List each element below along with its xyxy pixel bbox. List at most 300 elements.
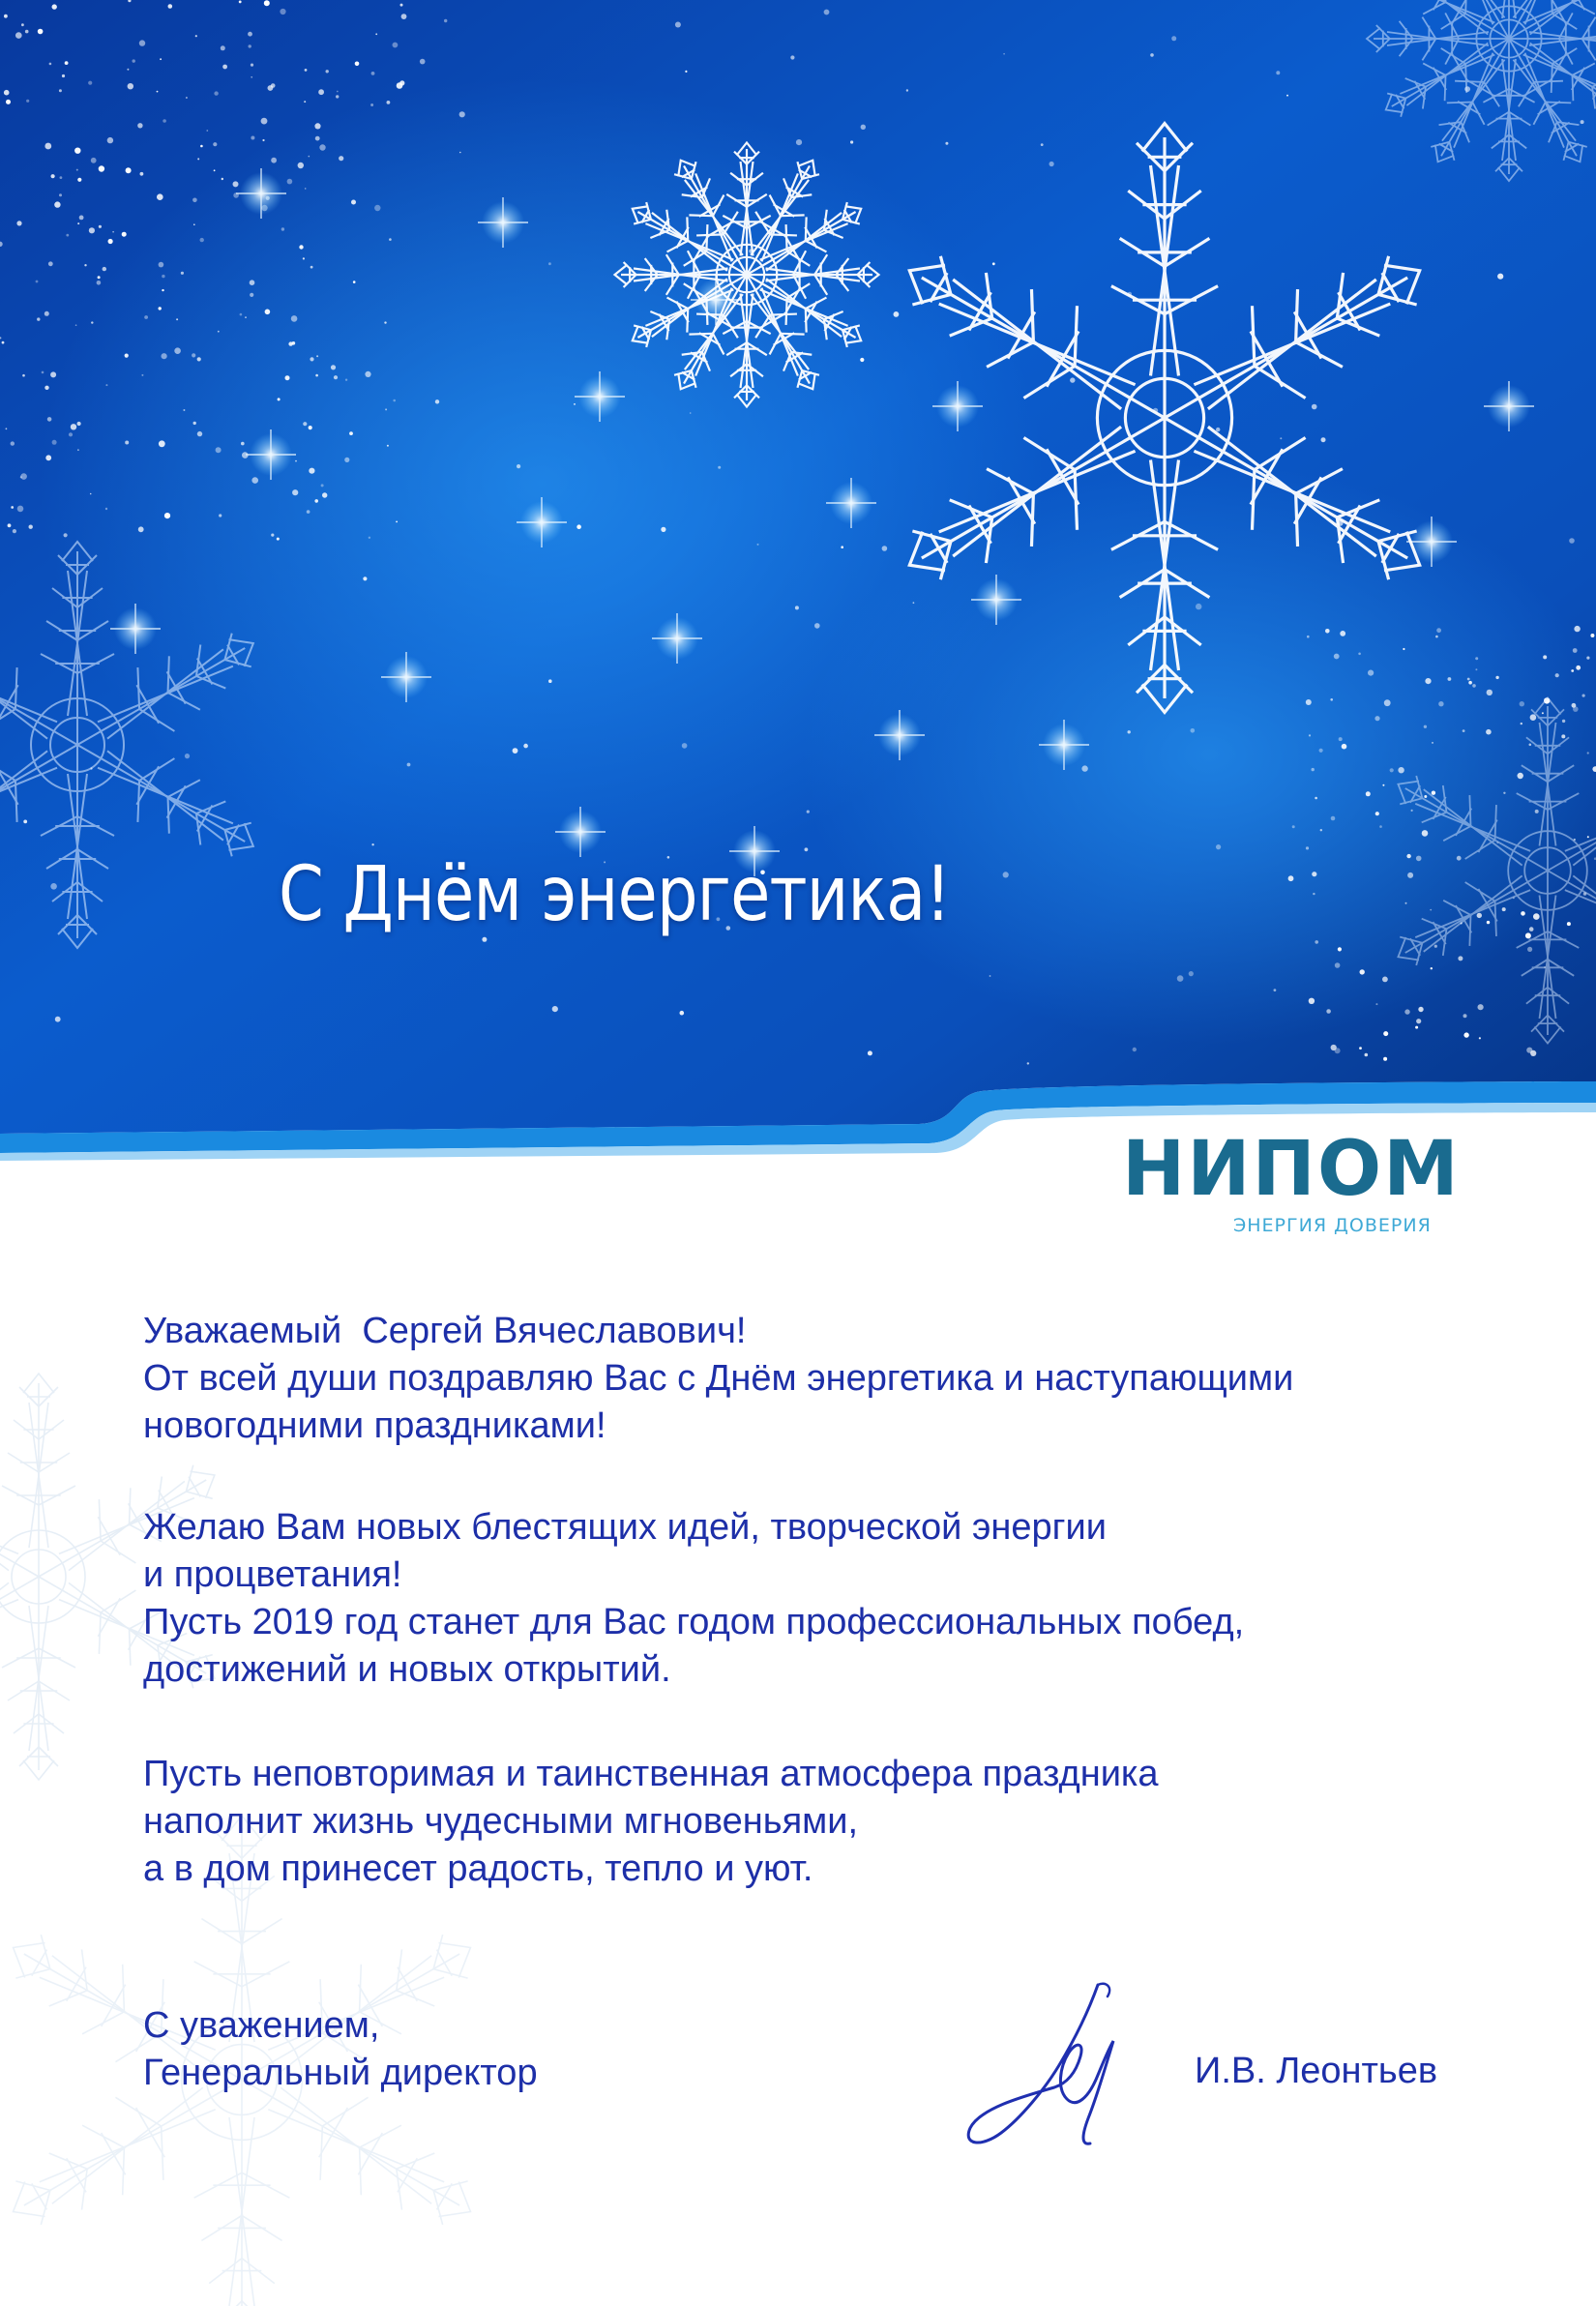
snow-dot [1406, 854, 1410, 858]
snow-dot [1133, 1048, 1137, 1051]
snow-dot [690, 412, 692, 414]
snow-dot [1315, 797, 1317, 800]
snow-dot [1425, 678, 1431, 684]
closing-line-1: С уважением, [143, 2005, 380, 2046]
snow-dot [122, 232, 127, 237]
snow-dot [251, 477, 258, 484]
snow-dot [1495, 676, 1498, 679]
snow-dot [126, 167, 132, 173]
snow-dot [1487, 690, 1493, 695]
letter-paragraph-3-line-2: наполнит жизнь чудесными мгновеньями, [143, 1801, 859, 1842]
snow-dot [112, 231, 114, 233]
snow-dot [89, 227, 95, 233]
snow-dot [389, 238, 392, 241]
snow-dot [336, 95, 339, 98]
snow-dot [1286, 95, 1288, 97]
snow-dot [1424, 725, 1427, 728]
snow-dot [1312, 872, 1316, 876]
snow-dot [1448, 677, 1452, 681]
snow-dot [66, 234, 69, 237]
snow-dot [1326, 1009, 1331, 1014]
snow-dot [1587, 836, 1589, 838]
letter-paragraph-2-line-1: Желаю Вам новых блестящих идей, творческой энергии [143, 1507, 1107, 1548]
snow-dot [164, 513, 170, 518]
snow-dot [1312, 404, 1317, 410]
snow-dot [75, 324, 77, 326]
snow-dot [1436, 628, 1441, 633]
snow-dot [1403, 648, 1404, 650]
snow-dot [1280, 437, 1282, 439]
snow-dot [861, 125, 866, 130]
snow-dot [1404, 1009, 1409, 1014]
snow-dot [251, 76, 252, 78]
snow-dot [1405, 902, 1407, 904]
snow-dot [1521, 723, 1522, 724]
snow-dot [1497, 274, 1503, 280]
snow-dot [1379, 825, 1382, 828]
snow-dot [4, 90, 10, 96]
snow-dot [400, 4, 403, 7]
snow-dot [105, 384, 107, 386]
snow-dot [1458, 956, 1463, 961]
snow-dot [65, 61, 69, 65]
handwritten-signature [953, 1973, 1166, 2157]
snow-dot [1196, 604, 1201, 609]
snow-dot [139, 40, 145, 45]
snow-dot [44, 311, 49, 316]
snow-dot [1529, 744, 1532, 747]
snow-dot [214, 169, 216, 171]
snow-dot [1475, 668, 1477, 670]
snow-dot [576, 524, 581, 529]
snow-dot [355, 62, 360, 67]
snow-dot [162, 353, 167, 359]
snow-dot [1319, 749, 1323, 753]
letter-paragraph-1-line-2: новогодними праздниками! [143, 1405, 606, 1446]
snow-dot [882, 546, 888, 551]
snow-dot [303, 257, 305, 259]
snow-dot [1431, 967, 1433, 969]
snow-dot [824, 10, 830, 15]
snow-dot [37, 317, 40, 320]
snow-dot [76, 169, 78, 171]
snow-dot [513, 748, 518, 754]
snow-dot [1527, 947, 1532, 952]
snow-dot [841, 546, 843, 548]
snow-dot [77, 422, 81, 426]
snow-dot [315, 374, 318, 377]
snow-dot [1468, 681, 1472, 685]
snow-dot [1438, 701, 1443, 706]
snow-dot [77, 222, 79, 224]
snow-dot [397, 82, 403, 89]
snow-dot [1521, 911, 1525, 916]
snow-dot [1359, 1047, 1362, 1050]
snow-dot [1070, 377, 1075, 382]
snow-dot [1003, 872, 1009, 877]
snow-dot [345, 379, 347, 381]
snow-dot [183, 409, 185, 411]
snow-dot [1342, 744, 1347, 750]
snow-dot [680, 1011, 685, 1016]
snow-dot [1382, 784, 1384, 786]
snow-dot [97, 281, 102, 285]
snow-dot [1049, 162, 1054, 166]
logo-wordmark: НИПОМ [1122, 1126, 1461, 1213]
snow-dot [2, 341, 5, 344]
snow-dot [1486, 729, 1492, 735]
snow-dot [295, 460, 297, 462]
snow-dot [159, 307, 162, 310]
snow-dot [59, 89, 62, 92]
snow-dot [262, 139, 264, 141]
snow-dot [1171, 36, 1176, 41]
snow-dot [310, 357, 313, 361]
snow-dot [1191, 728, 1196, 733]
snow-dot [1331, 1045, 1337, 1050]
snow-dot [334, 375, 338, 379]
snow-dot [385, 408, 387, 410]
snow-dot [13, 529, 16, 533]
snow-dot [1463, 729, 1465, 732]
letter-paragraph-2-line-4: достижений и новых открытий. [143, 1649, 671, 1690]
snow-dot [174, 347, 181, 354]
snow-dot [44, 143, 51, 150]
snow-dot [371, 72, 375, 75]
snow-dot [200, 238, 204, 242]
snow-dot [992, 262, 995, 265]
snow-dot [20, 473, 27, 480]
snow-dot [1306, 846, 1309, 849]
snow-dot [1407, 872, 1413, 878]
snow-dot [407, 763, 411, 767]
snow-dot [21, 23, 24, 26]
snow-dot [326, 70, 329, 73]
snow-dot [288, 341, 292, 345]
snow-dot [1574, 626, 1580, 632]
snow-dot [222, 65, 227, 70]
snow-dot [1573, 648, 1578, 653]
snow-dot [1463, 1014, 1467, 1018]
snow-dot [26, 100, 29, 103]
snow-dot [1390, 768, 1394, 772]
snow-dot [387, 445, 389, 447]
snow-dot [162, 289, 163, 291]
snow-dot [47, 417, 52, 422]
snow-dot [239, 1, 242, 4]
snow-dot [157, 91, 159, 93]
snow-dot [459, 152, 461, 154]
snow-dot [314, 499, 318, 503]
snow-dot [48, 261, 53, 266]
snow-dot [23, 820, 27, 824]
snow-dot [661, 527, 665, 532]
letter-paragraph-3-line-1: Пусть неповторимая и таинственная атмосфера праздника [143, 1754, 1159, 1794]
snow-dot [1383, 1031, 1388, 1036]
snow-dot [98, 276, 101, 279]
snow-dot [868, 1050, 872, 1055]
snow-dot [1572, 703, 1577, 708]
snow-dot [17, 506, 24, 513]
snow-dot [1463, 1032, 1468, 1037]
snow-dot [1177, 975, 1184, 982]
snow-dot [62, 74, 65, 77]
snow-dot [351, 200, 356, 205]
snow-dot [69, 432, 73, 436]
snow-dot [193, 223, 195, 225]
snow-dot [195, 35, 197, 37]
snow-dot [1307, 636, 1310, 638]
snow-dot [1479, 1037, 1481, 1039]
snow-dot [1309, 998, 1315, 1004]
snow-dot [1365, 1053, 1369, 1057]
snow-dot [60, 176, 63, 179]
snow-dot [77, 178, 81, 182]
snow-dot [299, 245, 303, 249]
snow-dot [160, 58, 162, 60]
snow-dot [718, 466, 721, 469]
snow-dot [1150, 53, 1154, 57]
snow-dot [285, 375, 290, 380]
snow-dot [1520, 701, 1524, 706]
snow-dot [1189, 971, 1194, 976]
snow-dot [1472, 684, 1476, 688]
snow-dot [186, 97, 188, 99]
snow-dot [8, 523, 12, 527]
snow-dot [906, 89, 908, 91]
snow-dot [1435, 636, 1438, 638]
snow-dot [396, 521, 398, 523]
logo-tagline: ЭНЕРГИЯ ДОВЕРИЯ [1233, 1215, 1432, 1236]
snow-dot [213, 142, 217, 146]
snow-dot [185, 754, 190, 758]
snow-dot [685, 71, 687, 73]
snow-dot [1081, 765, 1087, 771]
snow-dot [271, 158, 277, 163]
snow-dot [523, 744, 528, 749]
signature-flourish [1098, 1984, 1109, 1996]
snow-dot [1543, 655, 1547, 659]
snow-dot [1382, 977, 1388, 983]
snow-dot [64, 533, 68, 537]
snow-dot [316, 355, 318, 357]
snow-dot [795, 606, 799, 609]
snow-dot [1330, 698, 1333, 701]
signatory-name: И.В. Леонтьев [1195, 2051, 1438, 2091]
snow-dot [108, 239, 113, 244]
snow-dot [163, 119, 166, 123]
snow-dot [51, 174, 55, 178]
snow-dot [79, 216, 84, 221]
snow-dot [91, 321, 93, 323]
snow-dot [675, 22, 681, 28]
snow-dot [36, 281, 39, 283]
snow-dot [1003, 53, 1005, 55]
snow-dot [370, 103, 373, 106]
snow-dot [757, 544, 759, 546]
snow-dot [268, 85, 274, 91]
snow-dot [309, 156, 310, 158]
snow-dot [1503, 792, 1505, 794]
snow-dot [363, 576, 367, 580]
snow-dot [181, 272, 184, 275]
snow-dot [790, 55, 794, 59]
snow-dot [314, 123, 320, 129]
snow-dot [1586, 657, 1589, 660]
snow-dot [1288, 875, 1294, 881]
snow-dot [219, 514, 222, 517]
banner-title: С Днём энергетика! [279, 851, 951, 938]
snow-dot [548, 262, 551, 265]
snow-dot [22, 374, 25, 377]
snow-dot [1027, 1062, 1029, 1064]
snow-dot [310, 266, 313, 269]
snow-dot [45, 455, 51, 460]
snow-dot [339, 156, 343, 161]
snow-dot [353, 281, 356, 283]
snow-dot [420, 59, 426, 65]
letter-paragraph-1-line-1: От всей души поздравляю Вас с Днём энергетика и наступающими [143, 1358, 1294, 1399]
snow-dot [264, 0, 270, 6]
snow-dot [1432, 791, 1435, 795]
snow-dot [281, 227, 284, 230]
snow-dot [42, 371, 44, 374]
snow-dot [107, 137, 113, 143]
snow-dot [1216, 844, 1221, 849]
snow-dot [1292, 825, 1295, 828]
snow-dot [240, 313, 243, 316]
snow-dot [349, 431, 353, 435]
snow-dot [251, 136, 254, 140]
snow-dot [52, 4, 57, 9]
snow-dot [913, 602, 915, 604]
snow-dot [218, 331, 220, 333]
snow-dot [6, 100, 11, 104]
snow-dot [15, 32, 22, 39]
snow-dot [168, 4, 173, 9]
snow-dot [322, 492, 327, 497]
snow-dot [1475, 657, 1478, 660]
snow-dot [387, 101, 391, 104]
snow-dot [261, 118, 268, 125]
snow-dot [1576, 665, 1581, 670]
snow-dot [140, 172, 144, 176]
snow-dot [1383, 1057, 1387, 1061]
snow-dot [44, 386, 48, 390]
snow-dot [157, 193, 163, 200]
snow-dot [250, 280, 255, 285]
snow-dot [1384, 699, 1391, 706]
snow-dot [369, 537, 370, 539]
snow-dot [1334, 654, 1340, 660]
snow-dot [91, 158, 97, 163]
snow-dot [384, 321, 386, 323]
snow-dot [1358, 653, 1361, 656]
snow-dot [860, 358, 864, 362]
letter-greeting: Уважаемый Сергей Вячеславович! [143, 1311, 747, 1351]
snow-dot [1581, 120, 1584, 124]
snow-dot [1276, 71, 1280, 74]
snow-dot [1457, 856, 1462, 861]
snow-dot [574, 403, 576, 405]
snow-dot [459, 111, 465, 117]
snow-dot [176, 318, 178, 320]
snow-dot [6, 428, 8, 429]
snow-dot [141, 374, 143, 376]
snow-dot [1312, 768, 1315, 771]
snow-dot [197, 431, 202, 436]
snow-dot [1418, 1007, 1423, 1012]
letter-paragraph-3-line-3: а в дом принесет радость, тепло и уют. [143, 1848, 813, 1889]
snow-dot [303, 422, 307, 426]
snow-dot [1432, 742, 1433, 744]
snow-dot [1587, 752, 1589, 754]
snow-dot [1041, 143, 1044, 146]
snow-dot [548, 679, 552, 683]
snow-dot [90, 493, 92, 495]
snow-dot [137, 123, 142, 128]
snow-dot [77, 449, 79, 451]
snow-dot [393, 399, 396, 402]
snow-dot [1128, 730, 1131, 733]
snow-dot [1335, 962, 1341, 968]
snow-dot [1374, 716, 1379, 721]
letter-paragraph-2-line-3: Пусть 2019 год станет для Вас годом профессиональных побед, [143, 1602, 1245, 1642]
snow-dot [1582, 695, 1585, 697]
snow-dot [50, 371, 56, 377]
snow-dot [1542, 712, 1544, 714]
snow-dot [138, 526, 144, 532]
snow-dot [193, 422, 196, 425]
snow-dot [159, 440, 165, 447]
snow-dot [197, 158, 199, 160]
snow-dot [894, 311, 900, 317]
sky-glow-right [803, 464, 1596, 1045]
snow-dot [1477, 913, 1482, 918]
snow-dot [251, 64, 253, 67]
snow-dot [245, 316, 247, 318]
snow-dot [337, 91, 339, 93]
snow-dot [318, 89, 324, 95]
snow-dot [807, 811, 810, 813]
snow-dot [133, 59, 135, 62]
snow-dot [1478, 1004, 1484, 1010]
snow-dot [4, 15, 8, 18]
snow-dot [50, 883, 57, 890]
snow-dot [1535, 810, 1539, 813]
snow-dot [192, 353, 195, 357]
snow-dot [84, 264, 86, 266]
snow-dot [682, 743, 688, 749]
snow-dot [344, 458, 349, 462]
snow-dot [1360, 969, 1365, 974]
snow-dot [159, 262, 164, 268]
snow-dot [74, 148, 80, 154]
snow-dot [1567, 922, 1571, 926]
snow-dot [38, 29, 44, 35]
snow-dot [241, 442, 245, 446]
snow-dot [29, 525, 33, 529]
snow-dot [1424, 795, 1427, 798]
snow-dot [103, 267, 106, 271]
snow-dot [319, 144, 325, 150]
snow-dot [298, 163, 304, 168]
snow-dot [216, 447, 222, 453]
snow-dot [850, 140, 853, 143]
snow-dot [280, 9, 285, 15]
snow-dot [49, 63, 52, 66]
snow-dot [1530, 714, 1537, 721]
